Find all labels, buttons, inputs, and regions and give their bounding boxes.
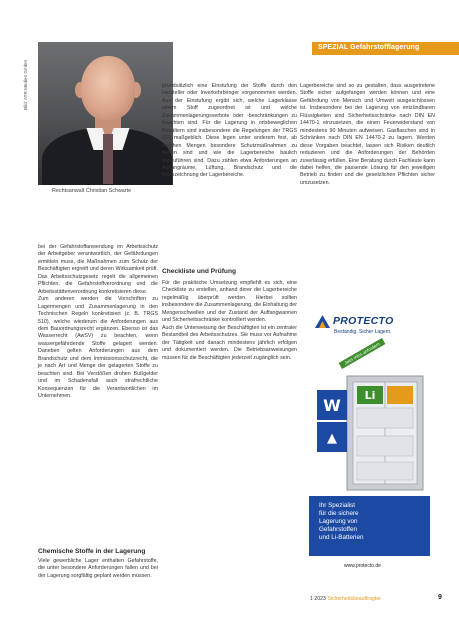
paragraph: Lagerbereiche sind so zu gestalten, dass ausgetretene Stoffe sicher aufgefangen werden können und eine Gefährdung von Mensch und Umwelt ausgeschlossen ist. Insbesondere bei der Lagerung von entzündbaren Flüssigkeiten sind Sicherheitsschränke nach DIN EN 14470-1 einzusetzen, die einen Feuerwiderstand von mindestens 90 Minuten aufweisen. Gasflaschen sind in Schränken nach DIN EN 14470-2 zu lagern. Werden diese Vorgaben beachtet, lassen sich Risiken deutlich reduzieren und die Anforderungen der Behörden zuverlässig erfüllen. Eine Beratung durch Fachleute kann dabei helfen, die passende Lösung für den jeweiligen Betrieb zu finden und die gesetzlichen Pflichten sicher umzusetzen.	[300, 83, 435, 186]
protecto-logo-icon	[315, 315, 330, 328]
paragraph: bei der Gefahrstoffanwendung im Arbeitsschutz der Arbeitgeber verantwortlich, der Gefährdungen ermitteln muss, die Maßnahmen zum Schutz der Beschäftigten ergreift und deren Wirksamkeit prüft. Das Arbeitsschutzgesetz regelt die allgemeinen Pflichten, die Gefahrstoffverordnung und die Arbeitsstättenverordnung konkretisieren diese.	[38, 244, 158, 295]
paragraph: grundsätzlich eine Einstufung der Stoffe durch den Hersteller oder Inverkehrbringer vorgenommen werden. Aus der Einstufung ergibt sich, welche Lagerklasse einem Stoff zugeordnet ist und welche Zusammenlagerungsverbote oder -beschränkungen zu beachten sind. Für die Lagerung in ortsbeweglichen Behältern sind insbesondere die Regelungen der TRGS 510 maßgeblich. Diese legen unter anderem fest, ab welchen Mengen besondere Schutzmaßnahmen zu treffen sind und wie die Lagerbereiche baulich auszuführen sind. Dazu zählen etwa Anforderungen an Auffangräume, Lüftung, Brandschutz und die Kennzeichnung der Lagerbereiche.	[162, 83, 297, 179]
section-tag: SPEZIAL Gefahrstofflagerung	[312, 42, 459, 55]
ad-headline-line: Ihr Spezialist	[319, 502, 356, 509]
ad-ribbon: Jetzt Infos anfordern	[339, 338, 386, 369]
body-column-3	[300, 83, 435, 187]
page-number: 9	[438, 594, 442, 601]
ad-headline-line: Lagerung von	[319, 517, 358, 525]
body-column-1	[38, 244, 158, 401]
magazine-name: Sicherheitsbeauftragter	[327, 596, 381, 602]
paragraph: Auch die Unterweisung der Beschäftigten ist ein zentraler Bestandteil des Arbeitsschutzes. Sie muss vor Aufnahme der Tätigkeit und danach mindestens jährlich erfolgen und dokumentiert werden. Die Betriebsanweisungen müssen für die Beschäftigten jederzeit zugänglich sein.	[162, 324, 297, 361]
ad-url-link[interactable]: www.protecto.de	[344, 563, 381, 569]
paragraph: Viele gewerbliche Lager enthalten Gefahrstoffe, die unter besondere Anforderungen fallen und bei der Lagerung sorgfältig geplant werden müssen.	[38, 558, 158, 579]
portrait-photo	[38, 42, 173, 185]
body-column-2-after	[162, 280, 297, 362]
paragraph: Zum anderen werden die Vorschriften zu Lagermengen und Zusammenlagerung in den Technischen Regeln konkretisiert (z. B. TRGS 510), welche wiederum die Anforderungen aus dem Bauordnungsrecht ergänzen. Ebenso ist das Wasserrecht (AwSV) zu beachten, wenn wassergefährdende Stoffe gelagert werden. Daneben gelten Anforderungen aus dem Brandschutz und dem Immissionsschutzrecht, die je nach Art und Menge der gelagerten Stoffe zu beachten sind. Bei Verstößen drohen Bußgelder und im Schadensfall auch strafrechtliche Konsequenzen für die Verantwortlichen im Unternehmen.	[38, 296, 158, 400]
body-column-1-after	[38, 558, 158, 580]
safety-cabinet-illustration	[317, 374, 425, 492]
body-column-2	[162, 83, 297, 180]
issue-number: 1 2023	[310, 596, 326, 602]
ad-headline-line: Gefahrstoffen	[319, 525, 358, 533]
photo-caption: Rechtsanwalt Christian Schwarte	[52, 188, 132, 194]
page-footer	[310, 596, 381, 602]
svg-text:W: W	[323, 396, 341, 415]
ad-brand-name: PROTECTO	[333, 315, 394, 327]
subheading: Checkliste und Prüfung	[162, 268, 237, 275]
svg-text:▲: ▲	[327, 431, 337, 446]
paragraph: Für die praktische Umsetzung empfiehlt es sich, eine Checkliste zu erstellen, anhand derer die Lagerbereiche regelmäßig überprüft werden. Hierbei sollten insbesondere die Zusammenlagerung, die Einhaltung der Mengenschwellen und der Zustand der Auffangwannen und Sicherheitsschränke kontrolliert werden.	[162, 280, 297, 324]
advertisement[interactable]	[309, 312, 430, 578]
ad-slogan: Bestandig. Sicher Lagern.	[334, 329, 392, 335]
ad-headline-line: und Li-Batterien	[319, 533, 364, 541]
subheading: Chemische Stoffe in der Lagerung	[38, 548, 146, 555]
photo-credit: Bild: ATR Medien GmbH	[23, 60, 28, 110]
svg-text:Li: Li	[364, 389, 376, 402]
ad-headline-panel	[309, 496, 430, 556]
ad-headline-line: für die sichere	[319, 509, 359, 517]
